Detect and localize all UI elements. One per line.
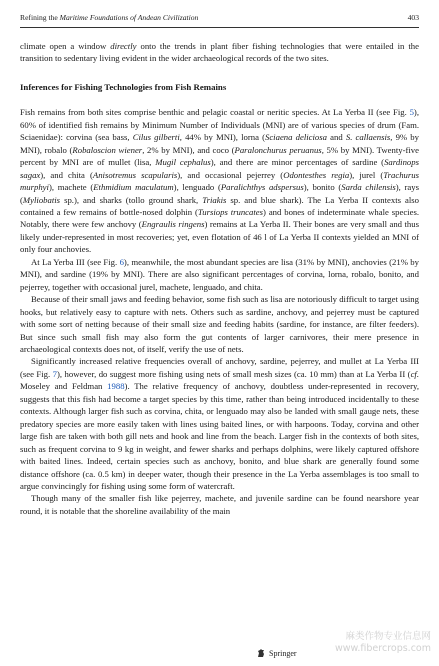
text-run: , 5% by MNI). Twenty-five percent by MNI are of mullet (lisa, (20, 144, 419, 168)
species-name: Sciaena deliciosa (264, 132, 327, 143)
publisher-name: Springer (269, 648, 297, 658)
text-run: ), meanwhile, the most abundant species are lisa (31% by MNI), anchovies (21% by MNI), and sardine (19% by MNI). There are also significant percentages of corvina, lorna, robalo, bonito, and pejerrey, together with occasional jurel, machete, lenguado, and chita. (20, 256, 419, 292)
species-name: Paralichthys adspersus (220, 182, 304, 193)
text-run: ), and there are minor percentages of sardine ( (210, 157, 385, 168)
text-run: ), bonito ( (303, 182, 342, 193)
emphasis: directly (110, 41, 137, 51)
species-name: Engraulis ringens (141, 219, 205, 230)
species-name: Tursiops truncates (197, 206, 264, 217)
species-name: Robaloscion wiener (72, 144, 143, 155)
watermark (335, 631, 431, 655)
species-name: Mugil cephalus (155, 157, 211, 168)
running-title-italic: Maritime Foundations of Andean Civilization (59, 13, 199, 22)
section-heading: Inferences for Fishing Technologies from Fish Remains (20, 81, 227, 92)
species-name: Ethmidium maculatum (93, 182, 174, 193)
species-name: Triakis (202, 194, 227, 205)
text-run: , 44% by MNI), lorna ( (179, 132, 265, 143)
text-run: sp. and blue shark). The La Yerba II contexts also contained a few remains of bottle-nosed dolphin ( (20, 194, 419, 217)
watermark-line-1: 麻类作物专业信息网 (345, 631, 431, 642)
page-number: 403 (407, 13, 419, 22)
text-run: ), 60% of identified fish remains by Minimum Number of Individuals (MNI) are of various species of drum (Fam. Sciaenidae): corvina (sea bass, (20, 107, 419, 143)
text-run: and (327, 132, 346, 143)
emphasis: cf. (410, 368, 420, 379)
springer-horse-icon (256, 648, 266, 658)
text-run: ), and occasional pejerrey ( (177, 169, 284, 180)
text-run: Moseley and Feldman (20, 381, 108, 392)
page-body (20, 40, 419, 517)
text-run: sp.), and sharks (tollo ground shark, (60, 194, 203, 205)
text-run: ). The relative frequency of anchovy, doubtless under-represented in recovery, suggests that this fish had become a target species by this time, rather than being introduced incidentally to these contexts. Although larger fish such as corvina, chita, or lenguado may also be landed with small gauge nets, these predatory species are more easily taken with lines using baited lines, or with harpoons. Today, corvina and other large fish are taken with both gill nets and hook and line from the beach. Larger fish in the contexts of both sites, such as frequent corvina to 9 kg in weight, and fewer sharks and perhaps dolphins, were likely captured offshore with baited lines. Indeed, certain species such as anchovy, bonito, and blue shark are generally found some distance offshore (ca. 0.5 km) in deeper water, though their presence in the La Yerba assemblages is too small to argue convincingly for fishing using some form of watercraft. (20, 381, 419, 491)
text-run: Significantly increased relative frequencies overall of anchovy, sardine, pejerrey, and mullet at La Yerba III (see Fig. (20, 356, 419, 379)
citation-link[interactable]: 1988 (107, 381, 125, 392)
paragraph-1 (20, 106, 419, 255)
paragraph-3: Because of their small jaws and feeding behavior, some fish such as lisa are notoriously difficult to target using hooks, but relatively easy to capture with nets. Others such as sardine, anchovy, and pejerrey must be captured with some sort of netting because of their small size and feeding habits (sardine, for instance, are filter feeders). But since such small fish may also form the gut contents of larger carnivores, their mere presence in archaeological contexts does not, of itself, verify the use of nets. (20, 294, 419, 354)
species-name: Odontesthes regia (283, 169, 350, 180)
text-run: ), rays ( (20, 182, 420, 205)
species-name: Trachurus murphyi (20, 169, 419, 193)
text-run: , 2% by MNI), and coco ( (142, 144, 235, 155)
text-run: ), machete ( (48, 182, 94, 193)
text-run: onto the trends in plant fiber fishing technologies that were entailed in the transition to sedentary living evident in the wider archaeological records of the two sites. (20, 41, 419, 64)
species-name: Myliobatis (22, 194, 61, 205)
text-run: ), and chita ( (40, 169, 93, 180)
text-run: ), lenguado ( (173, 182, 221, 193)
running-header (20, 11, 419, 25)
running-title (20, 11, 198, 25)
species-name: Cilus gilberti (132, 132, 180, 143)
paragraph-4 (20, 355, 419, 492)
running-title-prefix: Refining the (20, 13, 60, 22)
figure-link[interactable]: 6 (119, 256, 124, 267)
paragraph-2 (20, 256, 419, 293)
paragraph-5: Though many of the smaller fish like pejerrey, machete, and juvenile sardine can be found nearshore year round, it is notable that the shoreline availability of the main (20, 493, 419, 516)
species-name: Sarda chilensis (341, 182, 396, 193)
text-run: , 9% by MNI), robalo ( (20, 132, 419, 155)
publisher-logo (256, 646, 297, 660)
species-name: Anisotremus scapularis (92, 169, 178, 180)
species-name: Sardinops sagax (20, 157, 419, 180)
figure-link[interactable]: 7 (52, 368, 57, 379)
text-run: Fish remains from both sites comprise benthic and pelagic coastal or neritic species. At La Yerba II (see Fig. (20, 107, 410, 118)
text-run: ), jurel ( (349, 169, 384, 180)
text-run: climate open a window (20, 41, 111, 51)
header-rule (20, 27, 419, 28)
text-run: ) remains at La Yerba II. Their bones are very small and thus likely under-represented in most recoveries; yet, even flotation of 46 l of La Yerba II contexts yielded an MNI of only four anchovies. (20, 219, 419, 255)
text-run: At La Yerba III (see Fig. (31, 256, 120, 267)
intro-paragraph (20, 40, 419, 65)
figure-link[interactable]: 5 (409, 107, 414, 118)
watermark-line-2: www.fibercrops.com (334, 643, 431, 654)
text-run: ) and bones of indeterminate whale species. Notably, there were few anchovy ( (20, 206, 419, 230)
species-name: Paralonchurus peruanus (234, 144, 322, 155)
species-name: S. callaensis (345, 132, 391, 143)
text-run: ), however, do suggest more fishing using nets of small mesh sizes (ca. 10 mm) than at La Yerba II ( (57, 368, 411, 379)
